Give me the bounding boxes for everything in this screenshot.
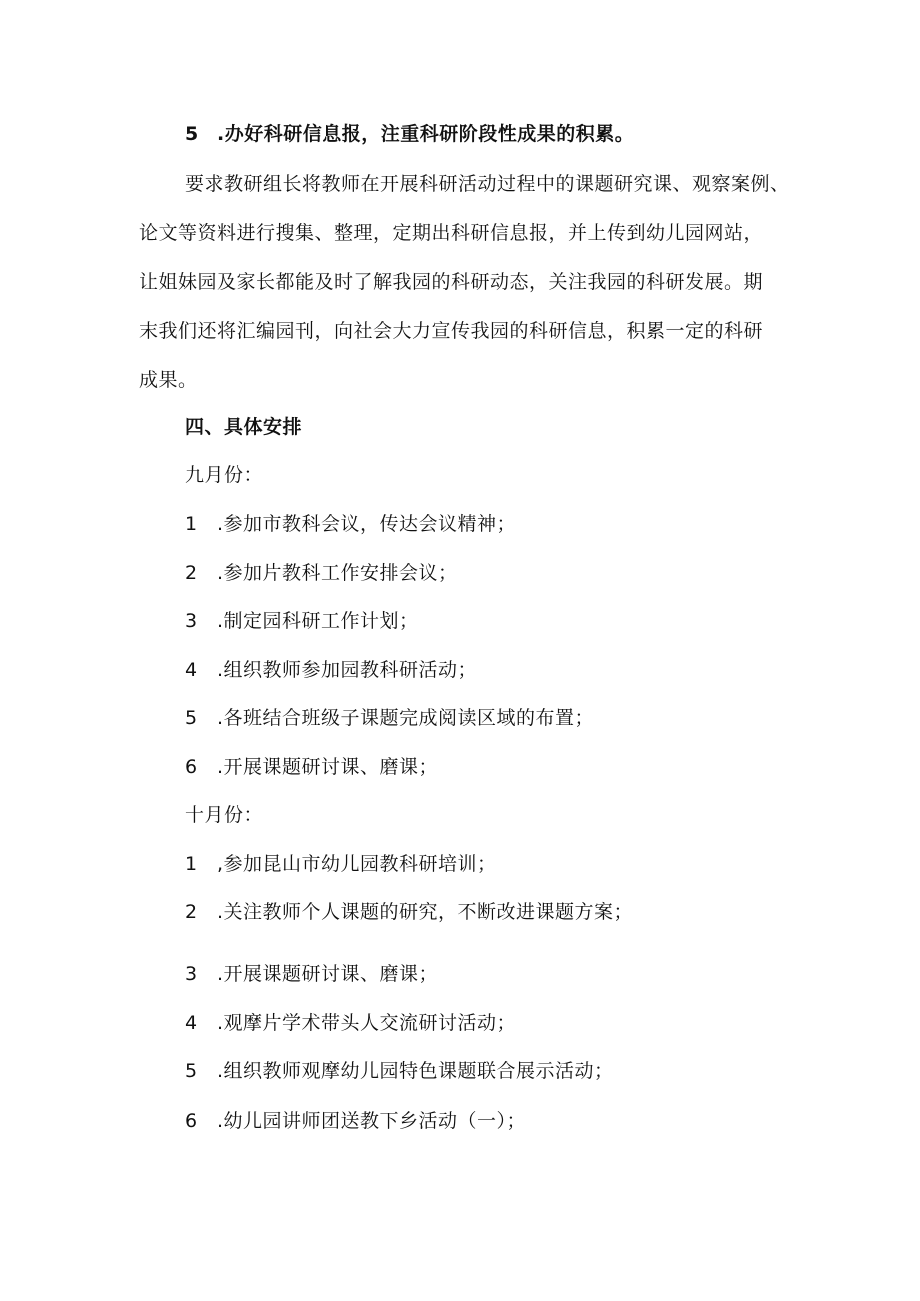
list-item <box>185 704 594 732</box>
item-text: .组织教师观摩幼儿园特色课题联合展示活动； <box>217 1060 614 1082</box>
list-item <box>185 1107 526 1135</box>
item-number: 5 <box>185 1060 198 1082</box>
list-item <box>185 898 633 926</box>
item-number: 2 <box>185 901 198 923</box>
paragraph-line: 论文等资料进行搜集、整理，定期出科研信息报，并上传到幼儿园网站， <box>139 222 764 244</box>
item-number: 6 <box>185 756 198 778</box>
heading-text: .办好科研信息报，注重科研阶段性成果的积累。 <box>217 123 635 145</box>
month-label-september: 九月份： <box>185 464 264 486</box>
list-item <box>185 1057 614 1085</box>
item-text: ,参加昆山市幼儿园教科研培训； <box>217 853 497 875</box>
item-number: 1 <box>185 853 198 875</box>
item-text: .参加市教科会议，传达会议精神； <box>217 513 517 535</box>
item-text: .组织教师参加园教科研活动； <box>217 659 478 681</box>
list-item <box>185 607 419 635</box>
item-text: .关注教师个人课题的研究，不断改进课题方案； <box>217 901 634 923</box>
list-item <box>185 960 438 988</box>
item-text: .开展课题研讨课、磨课； <box>217 963 439 985</box>
list-item <box>185 753 438 781</box>
item-text: .各班结合班级子课题完成阅读区域的布置； <box>217 707 595 729</box>
section-title: 四、具体安排 <box>185 416 303 438</box>
section-heading <box>185 120 634 148</box>
item-number: 3 <box>185 963 198 985</box>
list-item <box>185 850 497 878</box>
item-number: 6 <box>185 1110 198 1132</box>
paragraph-line: 末我们还将汇编园刊，向社会大力宣传我园的科研信息，积累一定的科研 <box>139 320 764 342</box>
list-item <box>185 656 477 684</box>
item-number: 5 <box>185 707 198 729</box>
item-number: 2 <box>185 562 198 584</box>
item-number: 4 <box>185 1012 198 1034</box>
item-text: .参加片教科工作安排会议； <box>217 562 458 584</box>
paragraph-line: 要求教研组长将教师在开展科研活动过程中的课题研究课、观察案例、 <box>185 173 790 195</box>
month-label-october: 十月份： <box>185 804 264 826</box>
paragraph-line: 让姐妹园及家长都能及时了解我园的科研动态，关注我园的科研发展。期 <box>139 271 764 293</box>
list-item <box>185 559 458 587</box>
item-number: 4 <box>185 659 198 681</box>
item-number: 1 <box>185 513 198 535</box>
item-number: 3 <box>185 610 198 632</box>
list-item <box>185 510 516 538</box>
heading-number: 5 <box>185 123 199 145</box>
item-text: .开展课题研讨课、磨课； <box>217 756 439 778</box>
list-item <box>185 1009 516 1037</box>
item-text: .观摩片学术带头人交流研讨活动； <box>217 1012 517 1034</box>
item-text: .制定园科研工作计划； <box>217 610 419 632</box>
item-text: .幼儿园讲师团送教下乡活动（一）； <box>217 1110 527 1132</box>
paragraph-line: 成果。 <box>139 369 198 391</box>
